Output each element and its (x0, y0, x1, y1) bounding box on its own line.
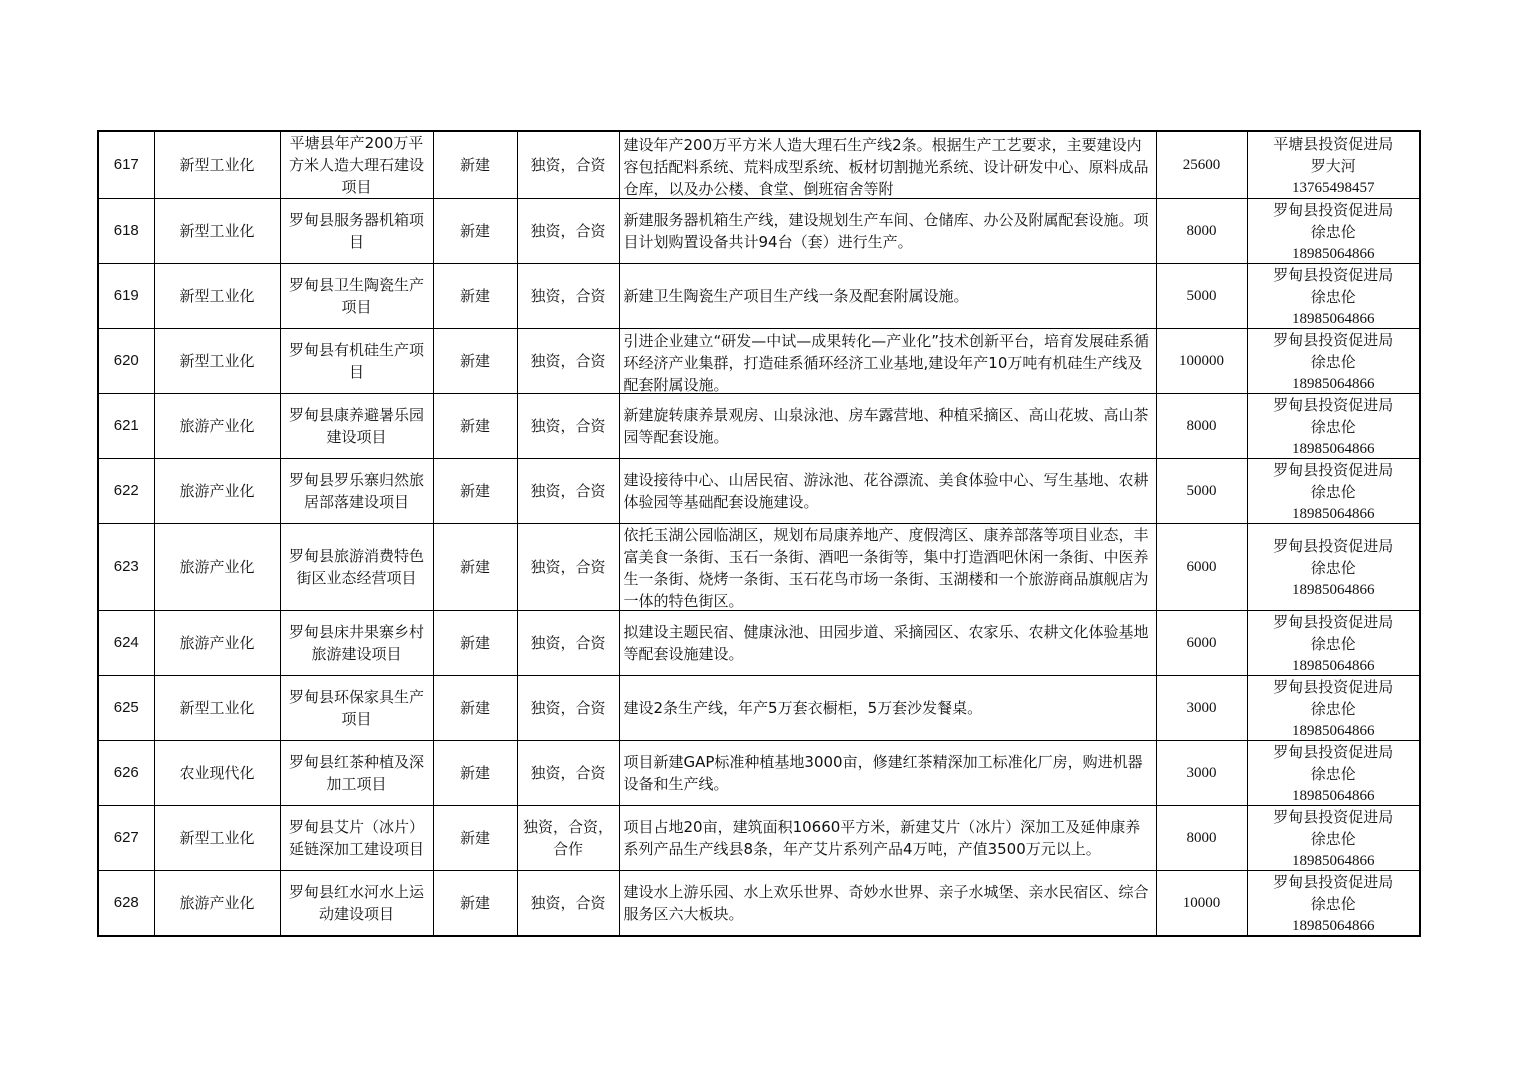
row-description (619, 394, 1156, 459)
row-contact-org: 罗甸县投资促进局 (1273, 678, 1394, 696)
table-row (98, 871, 1420, 937)
row-category: 旅游产业化 (154, 611, 280, 676)
row-project-name: 罗甸县环保家具生产项目 (280, 676, 433, 741)
row-category: 新型工业化 (154, 131, 280, 199)
row-contact-person: 徐忠伦 (1310, 700, 1356, 718)
row-description (619, 611, 1156, 676)
row-contact-person: 徐忠伦 (1310, 418, 1356, 436)
row-category: 新型工业化 (154, 329, 280, 394)
row-category: 旅游产业化 (154, 871, 280, 937)
row-project-name: 平塘县年产200万平方米人造大理石建设项目 (280, 131, 433, 199)
row-investment-amount: 25600 (1156, 131, 1247, 199)
row-contact-block (1248, 741, 1420, 805)
row-category: 旅游产业化 (154, 459, 280, 524)
row-contact-block (1248, 264, 1420, 328)
row-build-type: 新建 (433, 524, 517, 611)
table-row (98, 394, 1420, 459)
row-project-name: 罗甸县床井果寨乡村旅游建设项目 (280, 611, 433, 676)
row-contact-phone: 18985064866 (1292, 582, 1375, 598)
row-contact-person: 徐忠伦 (1310, 483, 1356, 501)
row-contact (1247, 524, 1420, 611)
row-contact-org: 罗甸县投资促进局 (1273, 331, 1394, 349)
row-investment-amount: 100000 (1156, 329, 1247, 394)
row-cooperation-mode: 独资，合资 (517, 264, 619, 329)
row-build-type: 新建 (433, 131, 517, 199)
row-category: 农业现代化 (154, 741, 280, 806)
row-contact-phone: 13765498457 (1292, 180, 1375, 196)
row-project-name: 罗甸县红茶种植及深加工项目 (280, 741, 433, 806)
row-cooperation-mode: 独资，合资 (517, 329, 619, 394)
table-row (98, 459, 1420, 524)
row-contact-org: 罗甸县投资促进局 (1273, 613, 1394, 631)
row-number: 622 (98, 459, 154, 524)
row-contact-person: 徐忠伦 (1310, 635, 1356, 653)
row-cooperation-mode: 独资，合资 (517, 459, 619, 524)
row-contact-person: 徐忠伦 (1310, 830, 1356, 848)
row-project-name: 罗甸县康养避暑乐园建设项目 (280, 394, 433, 459)
row-description-text: 引进企业建立“研发—中试—成果转化—产业化”技术创新平台，培育发展硅系循环经济产业集群，打造硅系循环经济工业基地,建设年产10万吨有机硅生产线及配套附属设施。 (623, 331, 1150, 393)
row-description-text: 建设水上游乐园、水上欢乐世界、奇妙水世界、亲子水城堡、亲水民宿区、综合服务区六大板块。 (623, 883, 1149, 923)
row-project-name: 罗甸县卫生陶瓷生产项目 (280, 264, 433, 329)
table-row (98, 806, 1420, 871)
row-number: 624 (98, 611, 154, 676)
row-contact-phone: 18985064866 (1292, 723, 1375, 739)
row-description-text: 建设2条生产线，年产5万套衣橱柜，5万套沙发餐桌。 (623, 699, 983, 717)
row-investment-amount: 6000 (1156, 611, 1247, 676)
row-contact-org: 罗甸县投资促进局 (1273, 743, 1394, 761)
row-contact (1247, 741, 1420, 806)
row-investment-amount: 10000 (1156, 871, 1247, 937)
row-build-type: 新建 (433, 871, 517, 937)
row-description (619, 741, 1156, 806)
row-project-name: 罗甸县红水河水上运动建设项目 (280, 871, 433, 937)
table-row (98, 611, 1420, 676)
row-contact-person: 罗大河 (1310, 157, 1356, 175)
row-description (619, 806, 1156, 871)
row-category: 新型工业化 (154, 264, 280, 329)
row-contact-person: 徐忠伦 (1310, 559, 1356, 577)
row-build-type: 新建 (433, 459, 517, 524)
row-build-type: 新建 (433, 741, 517, 806)
row-build-type: 新建 (433, 611, 517, 676)
row-contact (1247, 676, 1420, 741)
row-contact-phone: 18985064866 (1292, 918, 1375, 934)
row-contact-org: 罗甸县投资促进局 (1273, 396, 1394, 414)
row-number: 623 (98, 524, 154, 611)
row-description-text: 拟建设主题民宿、健康泳池、田园步道、采摘园区、农家乐、农耕文化体验基地等配套设施建设。 (623, 623, 1149, 663)
row-contact-block (1248, 459, 1420, 523)
row-contact-phone: 18985064866 (1292, 506, 1375, 522)
row-description-text: 项目新建GAP标准种植基地3000亩，修建红茶精深加工标准化厂房，购进机器设备和生产线。 (623, 753, 1143, 793)
table-row (98, 329, 1420, 394)
row-contact (1247, 131, 1420, 199)
row-contact-block (1248, 199, 1420, 263)
table-row (98, 131, 1420, 199)
row-contact (1247, 459, 1420, 524)
row-investment-amount: 5000 (1156, 459, 1247, 524)
row-investment-amount: 8000 (1156, 394, 1247, 459)
row-contact-phone: 18985064866 (1292, 246, 1375, 262)
row-contact-phone: 18985064866 (1292, 441, 1375, 457)
row-description-text: 新建旋转康养景观房、山泉泳池、房车露营地、种植采摘区、高山花坡、高山茶园等配套设施。 (623, 406, 1149, 446)
row-description-text: 项目占地20亩，建筑面积10660平方米，新建艾片（冰片）深加工及延伸康养系列产品生产线县8条，年产艾片系列产品4万吨，产值3500万元以上。 (623, 818, 1141, 858)
row-project-name: 罗甸县罗乐寨归然旅居部落建设项目 (280, 459, 433, 524)
row-description (619, 524, 1156, 611)
table-row (98, 676, 1420, 741)
row-project-name: 罗甸县艾片（冰片）延链深加工建设项目 (280, 806, 433, 871)
row-build-type: 新建 (433, 199, 517, 264)
row-contact-org: 罗甸县投资促进局 (1273, 537, 1394, 555)
row-number: 619 (98, 264, 154, 329)
row-contact-block (1248, 871, 1420, 935)
row-number: 625 (98, 676, 154, 741)
row-contact-org: 罗甸县投资促进局 (1273, 808, 1394, 826)
row-contact-block (1248, 806, 1420, 870)
row-number: 627 (98, 806, 154, 871)
row-investment-amount: 3000 (1156, 741, 1247, 806)
row-description-text: 新建服务器机箱生产线，建设规划生产车间、仓储库、办公及附属配套设施。项目计划购置设备共计94台（套）进行生产。 (623, 211, 1149, 251)
row-contact-person: 徐忠伦 (1310, 353, 1356, 371)
row-number: 628 (98, 871, 154, 937)
row-contact-person: 徐忠伦 (1310, 288, 1356, 306)
row-contact (1247, 806, 1420, 871)
table-row (98, 741, 1420, 806)
row-number: 618 (98, 199, 154, 264)
row-investment-amount: 6000 (1156, 524, 1247, 611)
row-project-name: 罗甸县有机硅生产项目 (280, 329, 433, 394)
row-contact (1247, 264, 1420, 329)
row-contact-person: 徐忠伦 (1310, 895, 1356, 913)
row-contact-org: 罗甸县投资促进局 (1273, 201, 1394, 219)
row-contact-org: 罗甸县投资促进局 (1273, 266, 1394, 284)
row-investment-amount: 5000 (1156, 264, 1247, 329)
row-contact-block (1248, 394, 1420, 458)
row-contact (1247, 394, 1420, 459)
row-number: 617 (98, 131, 154, 199)
row-contact-phone: 18985064866 (1292, 311, 1375, 327)
row-description (619, 871, 1156, 937)
row-investment-amount: 8000 (1156, 199, 1247, 264)
table-row (98, 199, 1420, 264)
row-description (619, 329, 1156, 394)
row-investment-amount: 8000 (1156, 806, 1247, 871)
row-investment-amount: 3000 (1156, 676, 1247, 741)
row-contact-block (1248, 329, 1420, 393)
row-contact-person: 徐忠伦 (1310, 223, 1356, 241)
row-contact-phone: 18985064866 (1292, 853, 1375, 869)
row-cooperation-mode: 独资，合资 (517, 871, 619, 937)
row-category: 新型工业化 (154, 676, 280, 741)
row-cooperation-mode: 独资，合资，合作 (517, 806, 619, 871)
row-number: 620 (98, 329, 154, 394)
row-contact-org: 罗甸县投资促进局 (1273, 873, 1394, 891)
row-contact-block (1248, 133, 1420, 197)
row-contact-phone: 18985064866 (1292, 376, 1375, 392)
row-contact-person: 徐忠伦 (1310, 765, 1356, 783)
row-description (619, 199, 1156, 264)
row-description-text: 依托玉湖公园临湖区，规划布局康养地产、度假湾区、康养部落等项目业态，丰富美食一条街、玉石一条街、酒吧一条街等，集中打造酒吧休闲一条街、中医养生一条街、烧烤一条街、玉石花鸟市场一条街、玉湖楼和一个旅游商品旗舰店为一体的特色街区。 (623, 526, 1149, 610)
row-contact-org: 罗甸县投资促进局 (1273, 461, 1394, 479)
row-number: 626 (98, 741, 154, 806)
row-build-type: 新建 (433, 806, 517, 871)
row-number: 621 (98, 394, 154, 459)
row-description-text: 新建卫生陶瓷生产项目生产线一条及配套附属设施。 (623, 287, 969, 305)
row-cooperation-mode: 独资，合资 (517, 676, 619, 741)
row-project-name: 罗甸县服务器机箱项目 (280, 199, 433, 264)
row-cooperation-mode: 独资，合资 (517, 741, 619, 806)
row-contact-block (1248, 611, 1420, 675)
row-contact-phone: 18985064866 (1292, 788, 1375, 804)
row-cooperation-mode: 独资，合资 (517, 394, 619, 459)
row-contact (1247, 611, 1420, 676)
table-body (98, 131, 1420, 936)
row-cooperation-mode: 独资，合资 (517, 524, 619, 611)
row-description (619, 131, 1156, 199)
row-category: 新型工业化 (154, 199, 280, 264)
row-contact-phone: 18985064866 (1292, 658, 1375, 674)
row-cooperation-mode: 独资，合资 (517, 611, 619, 676)
row-category: 旅游产业化 (154, 394, 280, 459)
row-contact (1247, 199, 1420, 264)
row-cooperation-mode: 独资，合资 (517, 131, 619, 199)
row-description-text: 建设接待中心、山居民宿、游泳池、花谷漂流、美食体验中心、写生基地、农耕体验园等基础配套设施建设。 (623, 471, 1149, 511)
project-table (97, 130, 1421, 937)
row-contact-block (1248, 676, 1420, 740)
row-category: 旅游产业化 (154, 524, 280, 611)
row-project-name: 罗甸县旅游消费特色街区业态经营项目 (280, 524, 433, 611)
row-contact-block (1248, 535, 1420, 599)
row-build-type: 新建 (433, 329, 517, 394)
row-contact (1247, 871, 1420, 937)
row-description-text: 建设年产200万平方米人造大理石生产线2条。根据生产工艺要求，主要建设内容包括配料系统、荒料成型系统、板材切割抛光系统、设计研发中心、原料成品仓库，以及办公楼、食堂、倒班宿舍等附 (623, 135, 1149, 197)
row-category: 新型工业化 (154, 806, 280, 871)
row-cooperation-mode: 独资，合资 (517, 199, 619, 264)
row-contact (1247, 329, 1420, 394)
row-description (619, 459, 1156, 524)
table-row (98, 524, 1420, 611)
table-row (98, 264, 1420, 329)
row-build-type: 新建 (433, 394, 517, 459)
row-build-type: 新建 (433, 676, 517, 741)
row-contact-org: 平塘县投资促进局 (1273, 135, 1394, 153)
row-description (619, 264, 1156, 329)
row-description (619, 676, 1156, 741)
row-build-type: 新建 (433, 264, 517, 329)
